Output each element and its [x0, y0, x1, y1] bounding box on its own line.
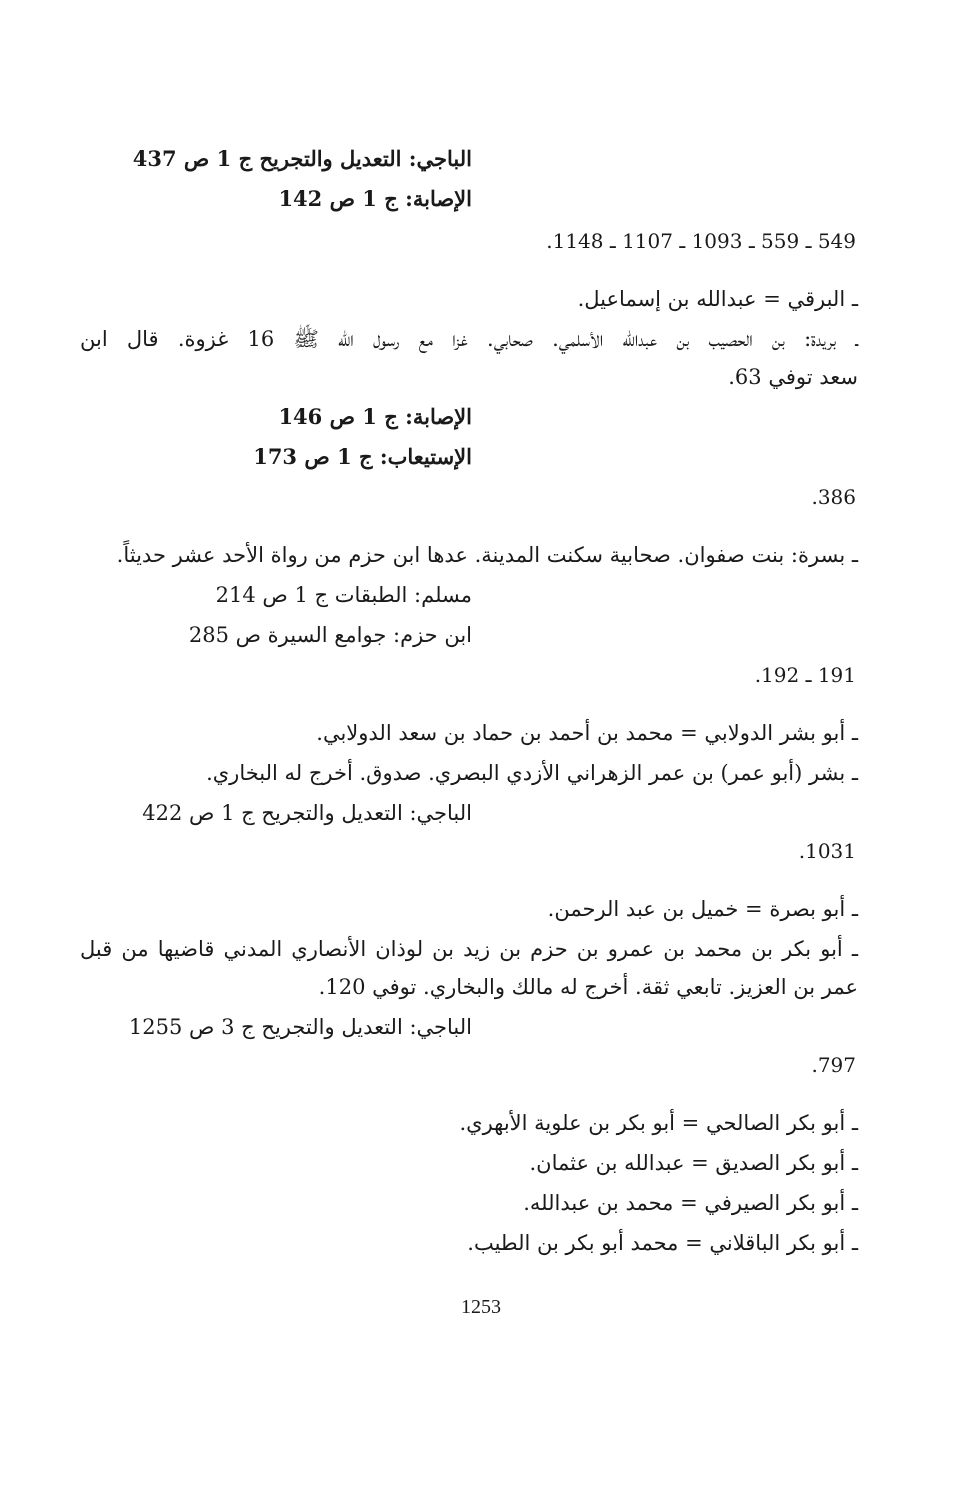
reference-line: الباجي: التعديل والتجريح ج 1 ص 437 [132, 146, 472, 171]
entry-line: ـ أبو بكر الصالحي = أبو بكر بن علوية الأبهري. [459, 1111, 858, 1135]
reference-line: مسلم: الطبقات ج 1 ص 214 [215, 583, 472, 607]
citation-numbers: 797. [811, 1053, 856, 1077]
entry-line: ـ بسرة: بنت صفوان. صحابية سكنت المدينة. عدها ابن حزم من رواة الأحد عشر حديثاً. [116, 543, 858, 567]
entry-line: ـ أبو بكر بن محمد بن عمرو بن حزم بن زيد بن لوذان الأنصاري المدني قاضيها من قبل [80, 937, 858, 961]
entry-line: ـ أبو بكر الصديق = عبدالله بن عثمان. [529, 1151, 858, 1175]
reference-line: ابن حزم: جوامع السيرة ص 285 [188, 623, 472, 647]
entry-line: ـ أبو بشر الدولابي = محمد بن أحمد بن حماد بن سعد الدولابي. [316, 721, 858, 745]
page-number: 1253 [461, 1296, 501, 1318]
reference-line: الإصابة: ج 1 ص 146 [278, 404, 472, 429]
entry-line: ـ البرقي = عبدالله بن إسماعيل. [577, 287, 858, 311]
citation-numbers: 386. [811, 485, 856, 509]
citation-numbers: 549 ـ 559 ـ 1093 ـ 1107 ـ 1148. [546, 229, 856, 253]
entry-line: ـ أبو بكر الصيرفي = محمد بن عبدالله. [523, 1191, 858, 1215]
reference-line: الباجي: التعديل والتجريح ج 3 ص 1255 [128, 1015, 472, 1039]
entry-line: ـ بشر (أبو عمر) بن عمر الزهراني الأزدي البصري. صدوق. أخرج له البخاري. [206, 761, 858, 785]
entry-line: ـ أبو بكر الباقلاني = محمد أبو بكر بن الطيب. [467, 1231, 858, 1255]
entry-line: ـ أبو بصرة = خميل بن عبد الرحمن. [547, 897, 858, 921]
reference-line: الإصابة: ج 1 ص 142 [278, 186, 472, 211]
reference-line: الإستيعاب: ج 1 ص 173 [253, 444, 472, 469]
reference-line: الباجي: التعديل والتجريح ج 1 ص 422 [142, 801, 472, 825]
entry-continuation: سعد توفي 63. [728, 365, 858, 389]
entry-line: ـ بريدة: بن الحصيب بن عبدالله الأسلمي. صحابي. غزا مع رسول الله ﷺ 16 غزوة. قال ابن [80, 327, 858, 351]
citation-numbers: 191 ـ 192. [754, 663, 856, 687]
entry-continuation: عمر بن العزيز. تابعي ثقة. أخرج له مالك والبخاري. توفي 120. [318, 975, 858, 999]
citation-numbers: 1031. [798, 839, 856, 863]
